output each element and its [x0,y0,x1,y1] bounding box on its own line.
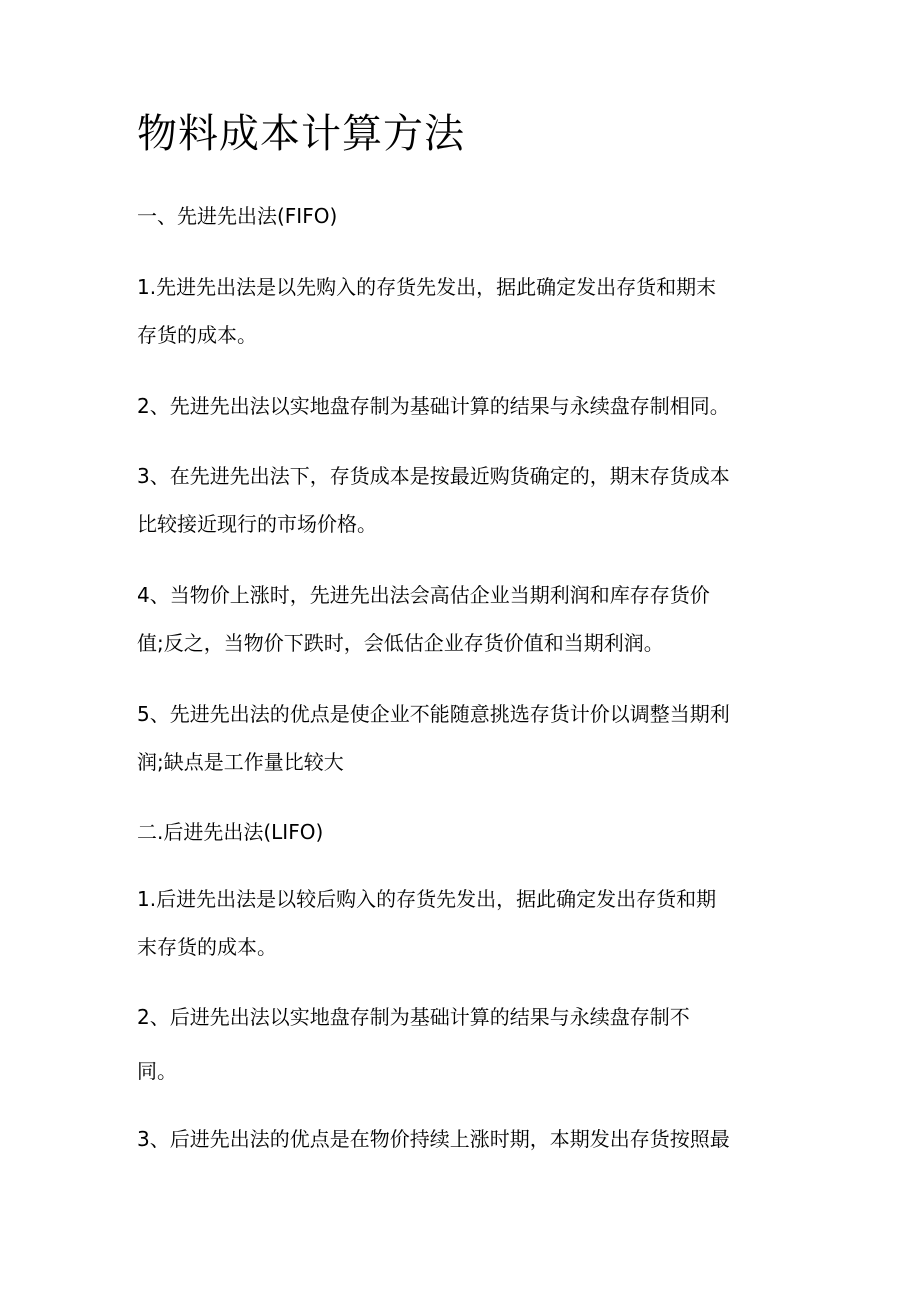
paragraph-line: 1.先进先出法是以先购入的存货先发出，据此确定发出存货和期末 [137,275,717,299]
paragraph-line: 值;反之，当物价下跌时，会低估企业存货价值和当期利润。 [137,631,664,655]
paragraph-line: 存货的成本。 [137,323,257,347]
paragraph-line: 润;缺点是工作量比较大 [137,750,344,774]
paragraph-line: 2、后进先出法以实地盘存制为基础计算的结果与永续盘存制不 [137,1005,690,1029]
paragraph-line: 同。 [137,1059,177,1083]
document-title: 物料成本计算方法 [137,111,465,157]
paragraph-line: 2、先进先出法以实地盘存制为基础计算的结果与永续盘存制相同。 [137,394,730,418]
paragraph-line: 1.后进先出法是以较后购入的存货先发出，据此确定发出存货和期 [137,887,717,911]
section-heading-fifo: 一、先进先出法(FIFO) [137,204,338,228]
paragraph-line: 3、后进先出法的优点是在物价持续上涨时期，本期发出存货按照最 [137,1127,730,1151]
paragraph-line: 比较接近现行的市场价格。 [137,512,377,536]
paragraph-line: 5、先进先出法的优点是使企业不能随意挑选存货计价以调整当期利 [137,702,730,726]
paragraph-line: 4、当物价上涨时，先进先出法会高估企业当期利润和库存存货价 [137,583,710,607]
section-heading-lifo: 二.后进先出法(LIFO) [137,820,324,844]
paragraph-line: 3、在先进先出法下，存货成本是按最近购货确定的，期末存货成本 [137,464,730,488]
paragraph-line: 末存货的成本。 [137,935,277,959]
